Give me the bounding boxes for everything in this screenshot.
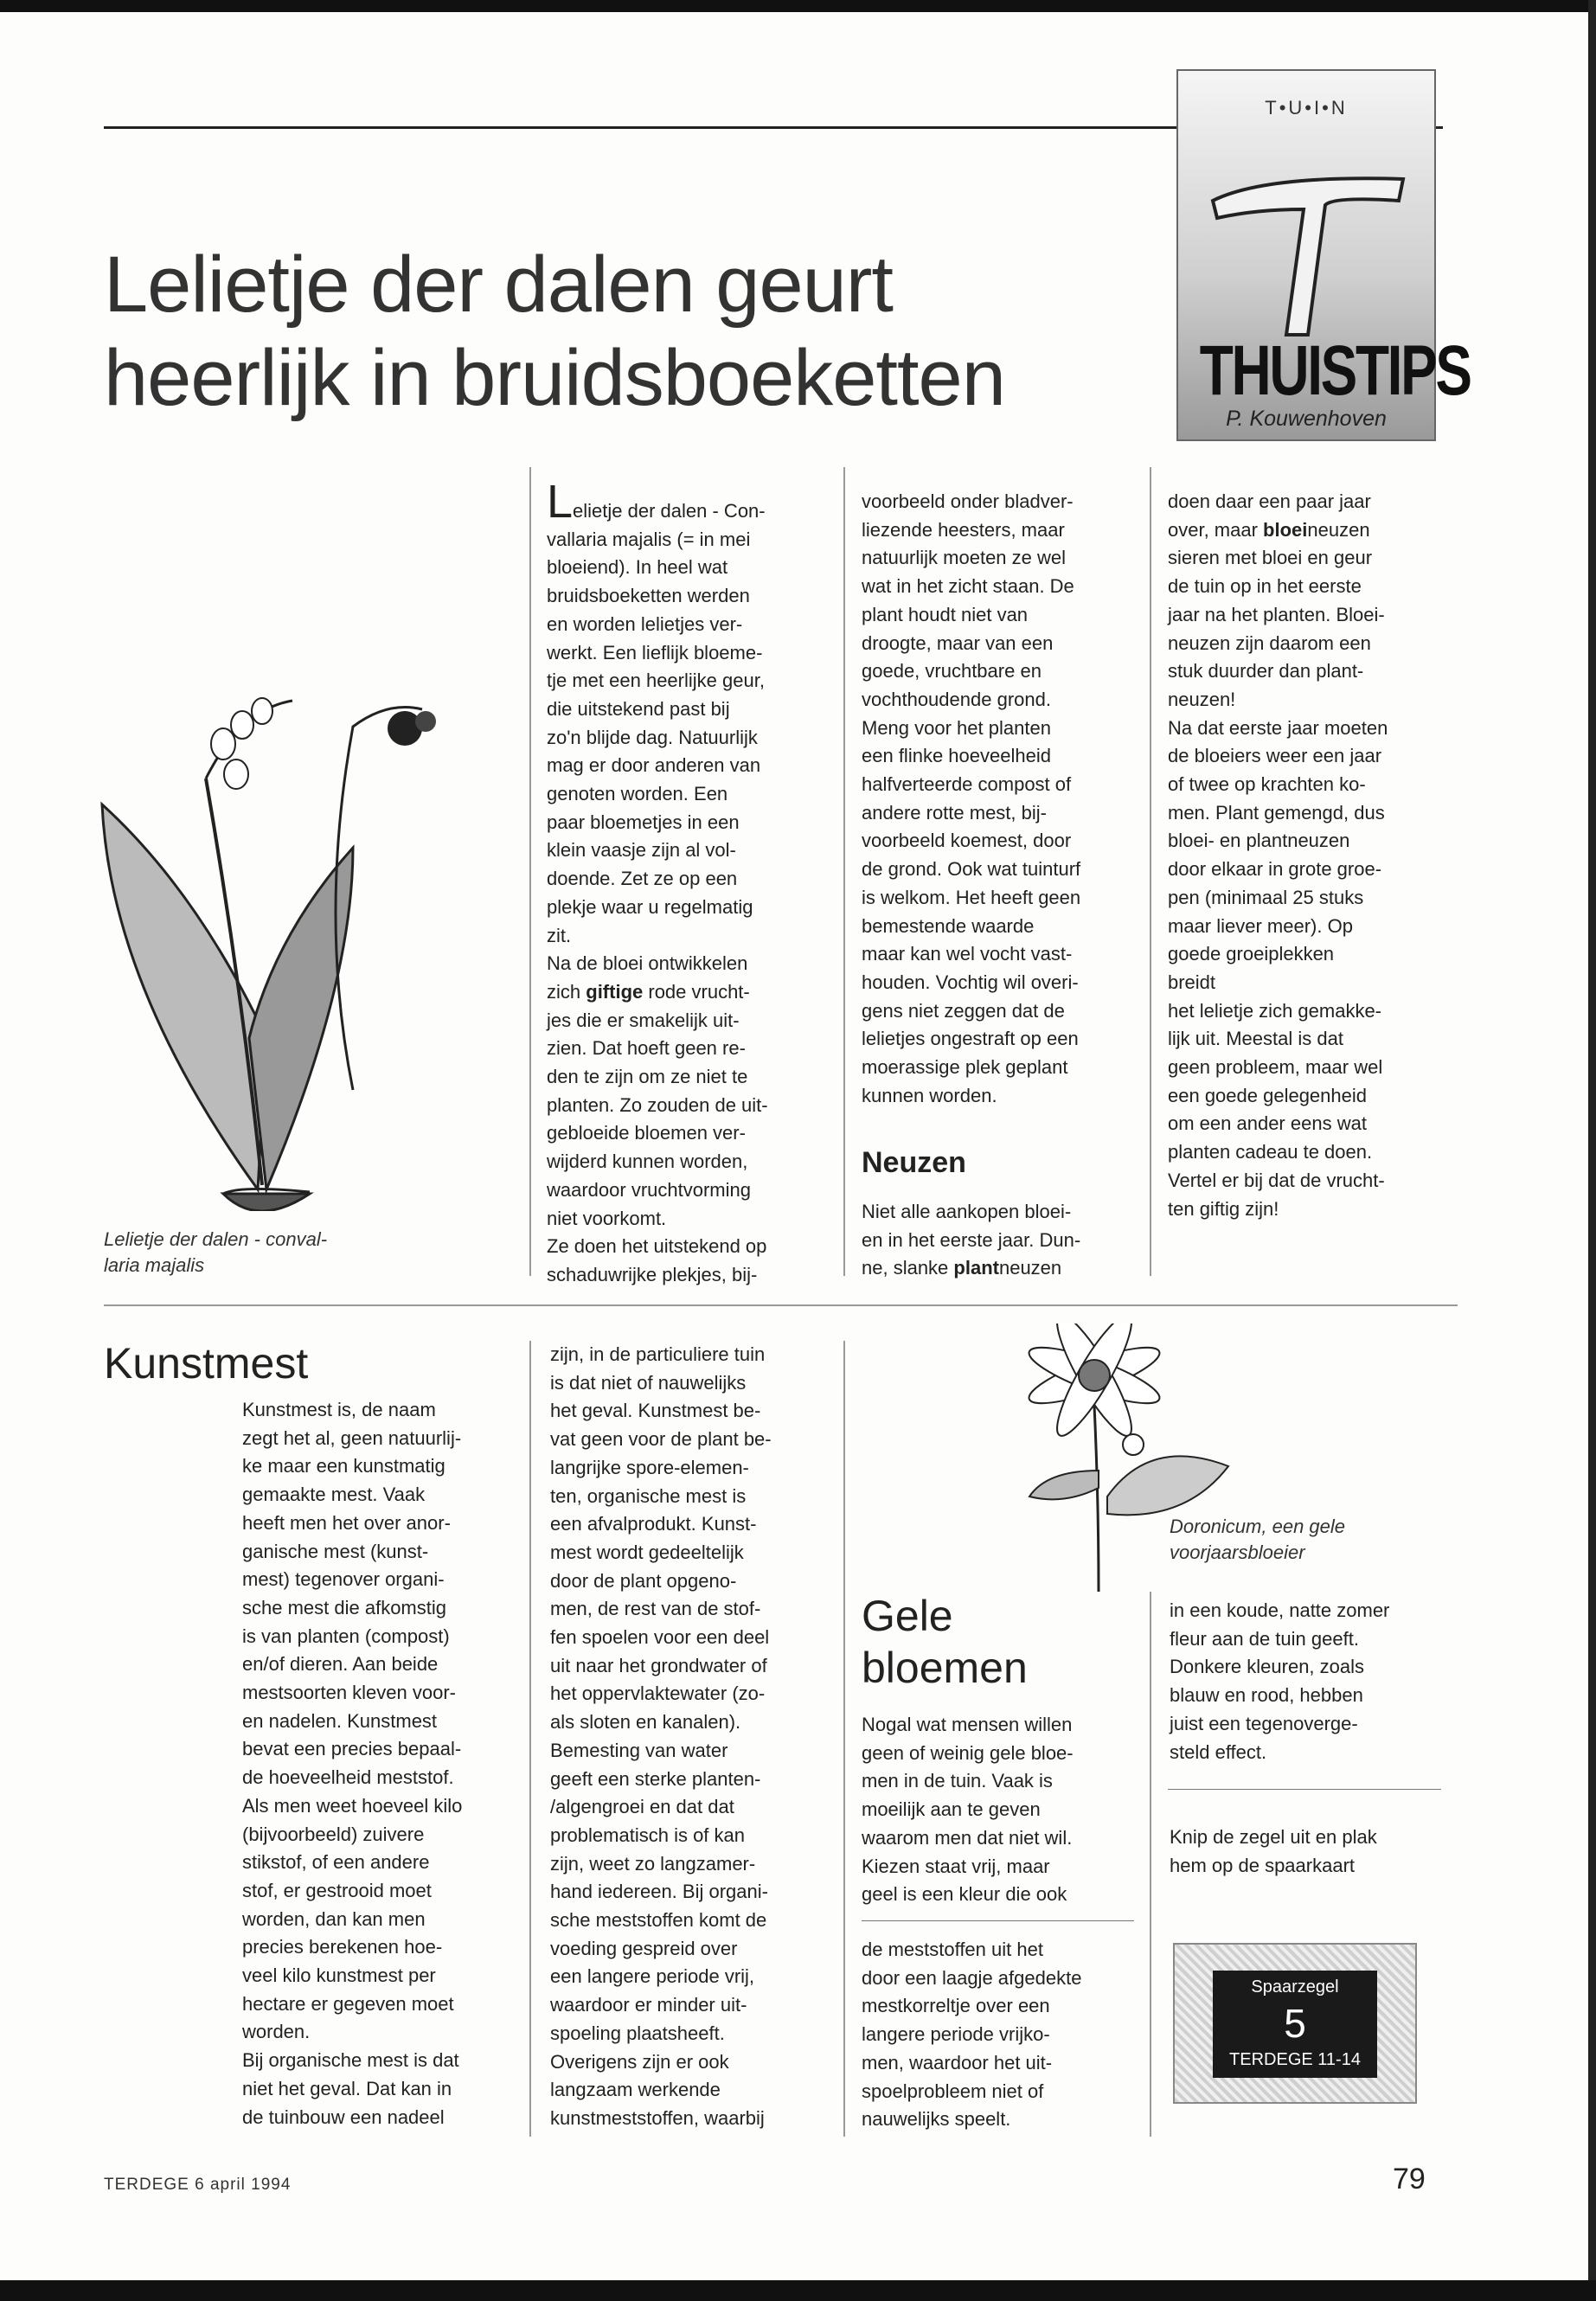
thuistips-logo bbox=[1176, 69, 1471, 441]
gele-bloemen-heading: Gele bloemen bbox=[862, 1592, 1028, 1692]
column-divider-h bbox=[862, 1920, 1134, 1921]
footer-publication: TERDEGE 6 april 1994 bbox=[104, 2176, 292, 2194]
stamp-number: 5 bbox=[1284, 2001, 1306, 2046]
spaarzegel-stamp[interactable] bbox=[1173, 1943, 1417, 2104]
article1-column-3: doen daar een paar jaar over, maar bloeineuzen sieren met bloei en geur de tuin op in het eerste jaar na het planten. Bloei- neuzen zijn daarom een stuk duurder dan plant- neuzen! Na dat eerste jaar moeten de bloeiers weer een jaar of twee op krachten ko- men. Plant gemengd, dus bloei- en plantneuzen door elkaar in grote groe- pen (minimaal 25 stuks maar liever meer). Op goede groeiplekken breidt het lelietje zich gemakke- lijk uit. Meestal is dat geen probleem, maar wel een goede gelegenheid om een ander eens wat planten cadeau te doen. Vertel er bij dat de vrucht- ten giftig zijn! bbox=[1168, 490, 1388, 1220]
page-border-bottom bbox=[0, 2280, 1596, 2301]
article1-column-2: voorbeeld onder bladver- liezende heesters, maar natuurlijk moeten ze wel wat in het zicht staan. De plant houdt niet van droogte, maar van een goede, vruchtbare en vochthoudende grond. Meng voor het planten een flinke hoeveelheid halfverteerde compost of andere rotte mest, bij- voorbeeld koemest, door de grond. Ook wat tuinturf is welkom. Het heeft geen bemestende waarde maar kan wel vocht vast- houden. Vochtig wil overi- gens niet zeggen dat de lelietjes ongestraft op een moerassige plek geplant kunnen worden. bbox=[862, 490, 1081, 1106]
stamp-instruction: Knip de zegel uit en plak hem op de spaarkaart bbox=[1170, 1826, 1377, 1876]
column-divider bbox=[843, 1341, 845, 2137]
drop-cap: L bbox=[547, 476, 574, 528]
lily-caption: Lelietje der dalen - conval- laria majalis bbox=[104, 1228, 328, 1276]
subheading-neuzen: Neuzen bbox=[862, 1146, 966, 1179]
thuistips-brand: THUISTIPS bbox=[1199, 331, 1471, 410]
page-border-top bbox=[0, 0, 1596, 12]
column-divider-h bbox=[1168, 1789, 1441, 1790]
section-label: T•U•I•N bbox=[1265, 97, 1348, 119]
page-number: 79 bbox=[1393, 2163, 1426, 2195]
kunstmest-column-2: zijn, in de particuliere tuin is dat niet of nauwelijks het geval. Kunstmest be- vat geen voor de plant be- langrijke spore-elemen- ten, organische mest is een afvalprodukt. Kunst- mest wordt gedeeltelijk door de plant opgeno- men, de rest van de stof- fen spoelen voor een deel uit naar het grondwater of het oppervlaktewater (zo- als sloten en kanalen). Bemesting van water geeft een sterke planten- /algengroei en dat dat problematisch is of kan zijn, weet zo langzamer- hand iedereen. Bij organi- sche meststoffen komt de voeding gespreid over een langere periode vrij, waardoor er minder uit- spoeling plaatsheeft. Overigens zijn er ook langzaam werkende kunstmeststoffen, waarbij bbox=[550, 1343, 772, 2129]
column-divider bbox=[1150, 467, 1151, 1276]
kunstmest-heading: Kunstmest bbox=[104, 1339, 309, 1388]
gele-bloemen-column-1: Nogal wat mensen willen geen of weinig gele bloe- men in de tuin. Vaak is moeilijk aan te geven waarom men dat niet wil. Kiezen staat vrij, maar geel is een kleur die ook bbox=[862, 1714, 1074, 1906]
article-title: Lelietje der dalen geurt heerlijk in bruidsboeketten bbox=[104, 240, 1005, 422]
kunstmest-column-1: Kunstmest is, de naam zegt het al, geen natuurlij- ke maar een kunstmatig gemaakte mest. Vaak heeft men het over anor- ganische mest (kunst- mest) tegenover organi- sche mest die afkomstig is van planten (compost) en/of dieren. Aan beide mestsoorten kleven voor- en nadelen. Kunstmest bevat een precies bepaal- de hoeveelheid meststof. Als men weet hoeveel kilo (bijvoorbeeld) zuivere stikstof, of een andere stof, er gestrooid moet worden, dan kan men precies berekenen hoe- veel kilo kunstmest per hectare er gegeven moet worden. Bij organische mest is dat niet het geval. Dat kan in de tuinbouw een nadeel bbox=[242, 1399, 463, 2128]
stamp-label: Spaarzegel bbox=[1251, 1977, 1339, 1997]
article1-column-1: Lelietje der dalen - Con- vallaria majalis (= in mei bloeiend). In heel wat bruidsboeketten werden en worden lelietjes ver- werkt. Een lieflijk bloeme- tje met een heerlijke geur, die uitstekend past bij zo'n blijde dag. Natuurlijk mag er door anderen van genoten worden. Een paar bloemetjes in een klein vaasje zijn al vol- doende. Zet ze op een plekje waar u regelmatig zit. Na de bloei ontwikkelen zich giftige rode vrucht- jes die er smakelijk uit- zien. Dat hoeft geen re- den te zijn om ze niet te planten. Zo zouden de uit- gebloeide bloemen ver- wijderd kunnen worden, waardoor vruchtvorming niet voorkomt. Ze doen het uitstekend op schaduwrijke plekjes, bij- bbox=[547, 476, 768, 1285]
author-name: P. Kouwenhoven bbox=[1226, 407, 1387, 431]
stamp-issue: TERDEGE 11-14 bbox=[1229, 2050, 1361, 2069]
column-divider bbox=[529, 1341, 531, 2137]
column-divider bbox=[1150, 1592, 1151, 2137]
t-letter-logo-icon bbox=[1204, 166, 1412, 339]
gele-bloemen-column-2: in een koude, natte zomer fleur aan de tuin geeft. Donkere kleuren, zoals blauw en rood, hebben juist een tegenoverge- steld effect. bbox=[1170, 1599, 1390, 1763]
section-divider bbox=[104, 1304, 1458, 1306]
article1-column-2-tail: Niet alle aankopen bloei- en in het eerste jaar. Dun- ne, slanke plantneuzen bbox=[862, 1201, 1081, 1279]
stamp-face bbox=[1213, 1971, 1377, 2078]
column-divider bbox=[529, 467, 531, 1276]
page-border-right bbox=[1588, 0, 1596, 2301]
lily-of-the-valley-illustration bbox=[93, 675, 509, 1211]
doronicum-caption: Doronicum, een gele voorjaarsbloeier bbox=[1170, 1516, 1346, 1563]
column-divider bbox=[843, 467, 845, 1276]
kunstmest-column-3: de meststoffen uit het door een laagje afgedekte mestkorreltje over een langere periode vrijko- men, waardoor het uit- spoelprobleem niet of nauwelijks speelt. bbox=[862, 1939, 1082, 2131]
